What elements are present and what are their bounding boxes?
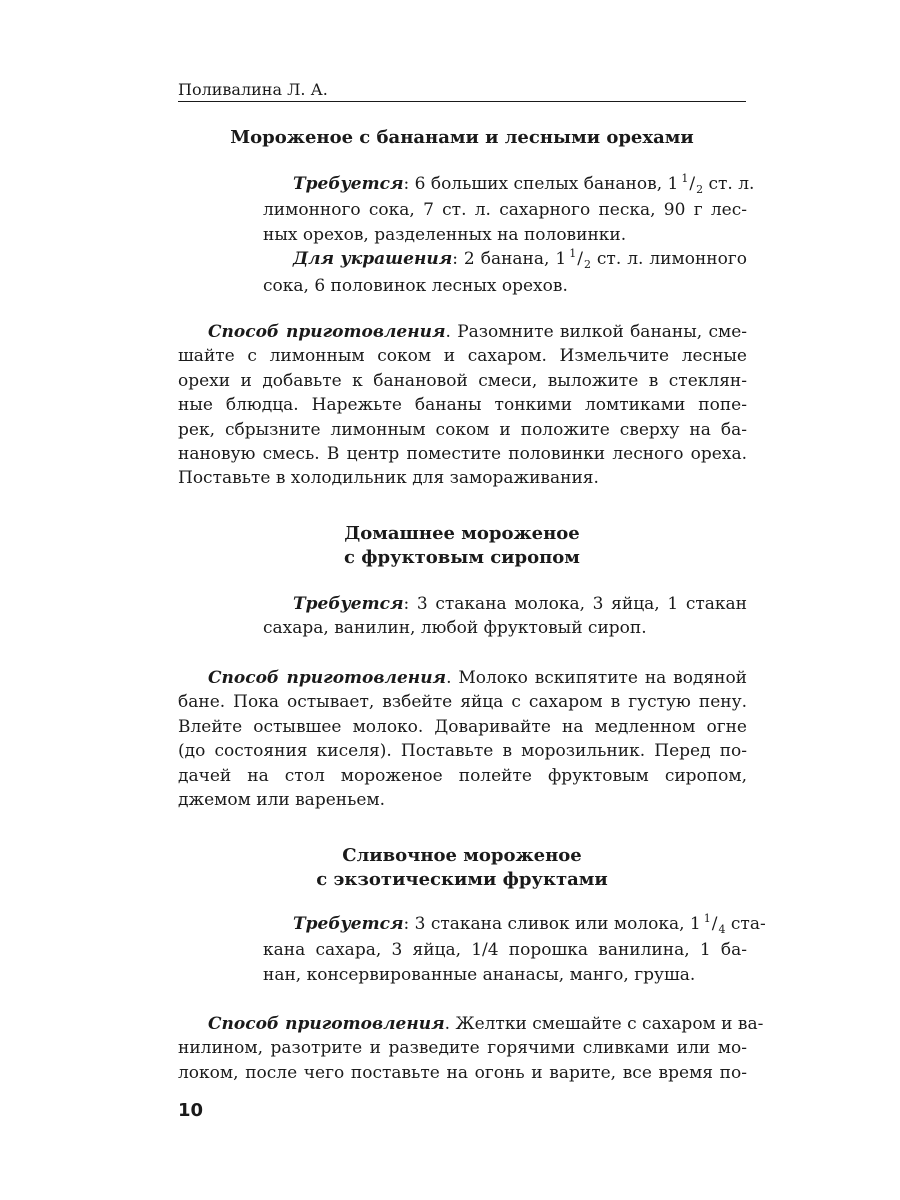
fraction-slash: / [711, 914, 718, 934]
required-label: Требуется [293, 594, 404, 614]
fraction-denominator: 2 [696, 183, 704, 196]
required-label: Требуется [293, 914, 404, 934]
text-line: Поставьте в холодильник для замораживания. [178, 468, 599, 489]
fraction [678, 174, 703, 194]
ingredients-block [263, 912, 766, 987]
recipe-title [178, 844, 746, 892]
fraction-denominator: 2 [583, 258, 591, 272]
fraction [701, 914, 726, 934]
text-line: рек, сбрызните лимонным соком и положите сверху на ба- [178, 419, 747, 440]
text-line: нилином, разотрите и разведите горячими сливками или мо- [178, 1038, 747, 1059]
text-fragment: ст. л. [703, 174, 755, 194]
text-fragment: ст. л. лимонного [590, 249, 747, 270]
text-line [263, 172, 755, 198]
text-line: локом, после чего поставьте на огонь и варите, все время по- [178, 1062, 747, 1083]
text-line: орехи и добавьте к банановой смеси, выложите в стеклян- [178, 370, 747, 391]
text-fragment: : 2 банана, 1 [452, 249, 567, 270]
title-line: с фруктовым сиропом [344, 547, 580, 568]
text-line: нановую смесь. В центр поместите половинки лесного ореха. [178, 444, 747, 465]
method-block [178, 1012, 764, 1085]
text-line [178, 320, 747, 344]
fraction-denominator: 4 [718, 923, 726, 936]
text-line [178, 1012, 764, 1036]
fraction-numerator: 1 [569, 247, 577, 261]
method-block [178, 320, 747, 491]
page-number: 10 [178, 1100, 204, 1121]
text-line: дачей на стол мороженое полейте фруктовым сиропом, [178, 765, 747, 786]
ingredients-block [263, 172, 755, 298]
text-line: лимонного сока, 7 ст. л. сахарного песка, 90 г лес- [263, 200, 747, 221]
decoration-label: Для украшения [293, 249, 453, 270]
fraction-slash: / [689, 174, 696, 194]
text-line: сока, 6 половинок лесных орехов. [263, 275, 568, 296]
text-fragment: . Молоко вскипятите на водяной [446, 668, 748, 688]
text-fragment: . Желтки смешайте с сахаром и ва- [444, 1014, 764, 1034]
required-label: Требуется [293, 174, 404, 194]
title-line: Сливочное мороженое [342, 845, 582, 866]
recipe-title: Мороженое с бананами и лесными орехами [230, 127, 694, 148]
ingredients-block [263, 592, 747, 641]
fraction-numerator: 1 [703, 912, 711, 925]
text-line: шайте с лимонным соком и сахаром. Измельчите лесные [178, 346, 747, 367]
text-line [263, 592, 747, 616]
text-line [178, 666, 747, 690]
title-line: с экзотическими фруктами [316, 869, 608, 890]
title-line: Домашнее мороженое [344, 523, 580, 544]
method-label: Способ приготовления [208, 322, 446, 342]
text-line: джемом или вареньем. [178, 790, 386, 811]
fraction [566, 247, 591, 272]
recipe-title [178, 522, 746, 570]
text-line: Влейте остывшее молоко. Доваривайте на медленном огне [178, 716, 747, 737]
text-line: бане. Пока остывает, взбейте яйца с сахаром в густую пену. [178, 692, 747, 713]
text-line: кана сахара, 3 яйца, 1/4 порошка ванилина, 1 ба- [263, 940, 747, 961]
text-fragment: . Разомните вилкой бананы, сме- [445, 322, 747, 342]
text-line: сахара, ванилин, любой фруктовый сироп. [263, 618, 647, 639]
text-fragment: : 6 больших спелых бананов, 1 [403, 174, 679, 194]
method-label: Способ приготовления [208, 1014, 445, 1034]
fraction-numerator: 1 [681, 172, 689, 185]
text-line [263, 247, 747, 273]
text-line: (до состояния киселя). Поставьте в морозильник. Перед по- [178, 741, 747, 762]
text-fragment: : 3 стакана сливок или молока, 1 [403, 914, 701, 934]
method-label: Способ приготовления [208, 668, 447, 688]
text-fragment: ста- [725, 914, 766, 934]
running-head: Поливалина Л. А. [178, 80, 746, 102]
method-block [178, 666, 747, 812]
fraction-slash: / [577, 249, 583, 270]
text-line: ные блюдца. Нарежьте бананы тонкими ломтиками попе- [178, 395, 747, 416]
text-fragment: : 3 стакана молока, 3 яйца, 1 стакан [403, 594, 747, 614]
text-line [263, 912, 766, 938]
text-line: ных орехов, разделенных на половинки. [263, 224, 627, 245]
text-line: нан, консервированные ананасы, манго, груша. [263, 964, 696, 985]
